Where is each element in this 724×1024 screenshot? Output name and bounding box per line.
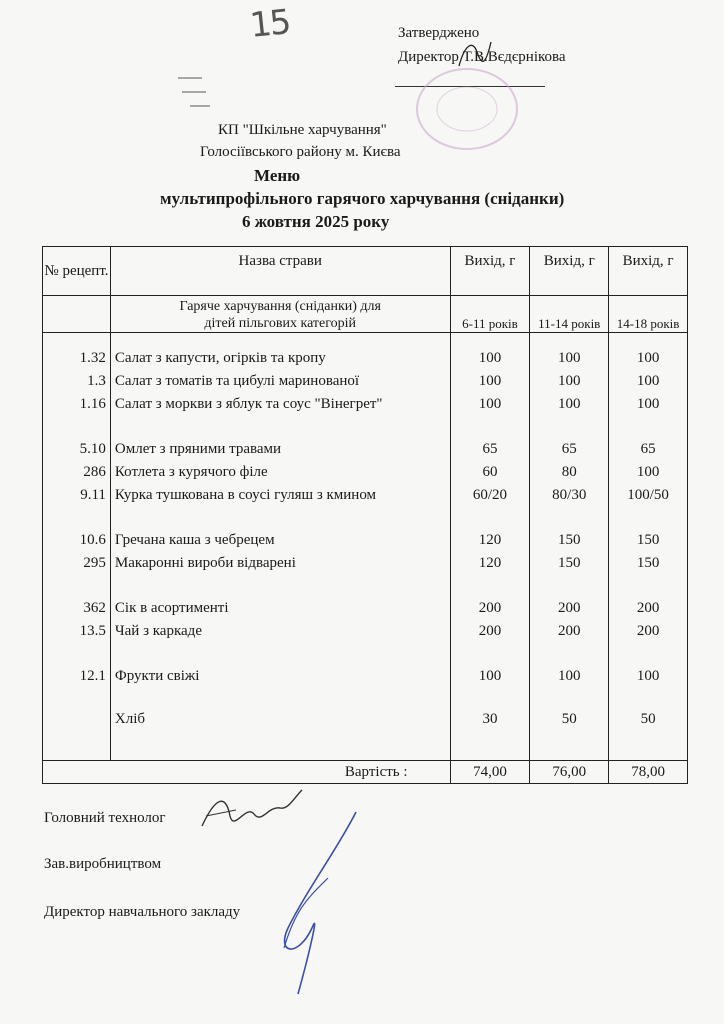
output-11-14: 100 <box>558 668 581 684</box>
output-11-14: 150 <box>558 532 581 548</box>
output-14-18: 100 <box>636 668 660 684</box>
row-gap <box>111 333 450 347</box>
row-gap <box>451 507 530 529</box>
menu-date: 6 жовтня 2025 року <box>242 212 390 231</box>
table-subheader-row <box>43 296 688 333</box>
row-gap <box>111 643 450 665</box>
output-6-11: 65 <box>482 441 498 457</box>
header-recipe: № рецепт. <box>43 247 111 296</box>
dish-name: Салат з капусти, огірків та кропу <box>114 350 326 366</box>
row-gap <box>451 416 530 438</box>
output-6-11: 120 <box>478 555 502 571</box>
output-6-11: 60 <box>482 464 498 480</box>
approval-label: Затверджено <box>398 25 480 41</box>
dish-name: Гречана каша з чебрецем <box>114 532 275 548</box>
recipe-number: 1.32 <box>79 350 106 366</box>
total-row <box>43 761 688 784</box>
output-column-1 <box>450 333 530 761</box>
output-14-18: 50 <box>640 711 656 727</box>
total-value-2: 76,00 <box>530 761 609 784</box>
output-6-11: 100 <box>478 396 502 412</box>
row-gap <box>111 575 450 597</box>
total-value-1: 74,00 <box>450 761 530 784</box>
output-11-14: 150 <box>558 555 581 571</box>
output-11-14: 100 <box>558 396 581 412</box>
dish-name: Сік в асортименті <box>114 600 229 616</box>
row-gap <box>530 643 608 665</box>
row-gap <box>609 507 687 529</box>
menu-subtitle: мультипрофільного гарячого харчування (сніданки) <box>160 189 565 208</box>
output-14-18: 100 <box>636 373 660 389</box>
row-gap <box>111 688 450 708</box>
output-column-3 <box>609 333 688 761</box>
row-gap <box>609 416 687 438</box>
row-gap <box>530 416 608 438</box>
output-14-18: 150 <box>636 532 660 548</box>
output-6-11: 100 <box>478 668 502 684</box>
row-gap <box>43 643 110 665</box>
output-14-18: 100 <box>636 350 660 366</box>
director-blue-signature <box>268 808 368 998</box>
row-gap <box>43 507 110 529</box>
subheader-age-3: 14-18 років <box>609 296 688 333</box>
row-gap <box>451 688 530 708</box>
subheader-age-2: 11-14 років <box>530 296 609 333</box>
row-gap <box>609 688 687 708</box>
dish-name: Котлета з курячого філе <box>114 464 268 480</box>
official-stamp <box>412 64 522 154</box>
signature-label-production: Зав.виробництвом <box>44 856 162 872</box>
dish-name: Чай з каркаде <box>114 623 202 639</box>
output-11-14: 80/30 <box>552 487 587 503</box>
menu-title: Меню <box>254 166 301 185</box>
output-11-14: 80 <box>561 464 577 480</box>
header-dish: Назва страви <box>110 247 450 296</box>
total-value-3: 78,00 <box>609 761 688 784</box>
table-body-row <box>43 333 688 761</box>
row-gap <box>43 333 110 347</box>
dish-name: Салат з томатів та цибулі маринованої <box>114 373 360 389</box>
recipe-number: 9.11 <box>80 487 106 503</box>
output-6-11: 200 <box>478 623 502 639</box>
row-gap <box>111 507 450 529</box>
header-output-3: Вихід, г <box>609 247 688 296</box>
dish-name-column <box>110 333 450 761</box>
output-14-18: 200 <box>636 623 660 639</box>
recipe-number <box>43 708 110 731</box>
recipe-number: 10.6 <box>79 532 106 548</box>
row-gap <box>43 416 110 438</box>
output-11-14: 100 <box>558 373 581 389</box>
output-column-2 <box>530 333 609 761</box>
row-gap <box>530 333 608 347</box>
subheader-age-1: 6-11 років <box>450 296 530 333</box>
signature-label-director: Директор навчального закладу <box>44 904 241 920</box>
director-signature <box>455 38 495 70</box>
output-14-18: 65 <box>640 441 656 457</box>
output-6-11: 30 <box>482 711 498 727</box>
row-gap <box>530 507 608 529</box>
row-gap <box>530 688 608 708</box>
subheader-group: Гаряче харчування (сніданки) для дітей пільгових категорій <box>110 296 450 333</box>
table-header-row <box>43 247 688 296</box>
output-14-18: 200 <box>636 600 660 616</box>
output-11-14: 100 <box>558 350 581 366</box>
row-gap <box>530 575 608 597</box>
output-14-18: 100 <box>636 464 660 480</box>
output-14-18: 100 <box>636 396 660 412</box>
row-gap <box>609 333 687 347</box>
recipe-number: 362 <box>83 600 106 616</box>
output-11-14: 50 <box>561 711 577 727</box>
row-gap <box>451 643 530 665</box>
output-6-11: 200 <box>478 600 502 616</box>
organization-line2: Голосіївського району м. Києва <box>200 144 401 160</box>
approval-signature-line: Директор Т.В.Вєдєрнікова <box>398 49 566 65</box>
dish-name: Омлет з пряними травами <box>114 441 282 457</box>
recipe-number: 1.3 <box>87 373 106 389</box>
output-14-18: 100/50 <box>627 487 669 503</box>
recipe-number: 5.10 <box>79 441 106 457</box>
output-6-11: 120 <box>478 532 502 548</box>
output-11-14: 200 <box>558 623 581 639</box>
output-11-14: 65 <box>561 441 577 457</box>
header-output-1: Вихід, г <box>450 247 530 296</box>
dish-name: Фрукти свіжі <box>114 668 200 684</box>
scribble-mark <box>176 62 216 112</box>
output-6-11: 100 <box>478 350 502 366</box>
row-gap <box>43 688 110 708</box>
row-gap <box>43 575 110 597</box>
recipe-number-column <box>43 333 111 761</box>
row-gap <box>451 333 530 347</box>
dish-name: Курка тушкована в соусі гуляш з кмином <box>114 487 377 503</box>
recipe-number: 12.1 <box>79 668 106 684</box>
dish-name: Хліб <box>114 711 146 727</box>
menu-table <box>42 246 688 784</box>
total-label: Вартість : <box>43 761 451 784</box>
output-6-11: 100 <box>478 373 502 389</box>
recipe-number: 1.16 <box>79 396 106 412</box>
signature-label-tech: Головний технолог <box>44 810 166 826</box>
recipe-number: 13.5 <box>79 623 106 639</box>
header-output-2: Вихід, г <box>530 247 609 296</box>
handwritten-page-number: 15 <box>248 2 292 46</box>
organization-line1: КП "Шкільне харчування" <box>218 122 387 138</box>
output-6-11: 60/20 <box>472 487 508 503</box>
output-11-14: 200 <box>558 600 581 616</box>
dish-name: Салат з моркви з яблук та соус "Вінегрет" <box>114 396 383 412</box>
row-gap <box>609 575 687 597</box>
row-gap <box>451 575 530 597</box>
recipe-number: 286 <box>83 464 106 480</box>
row-gap <box>111 416 450 438</box>
output-14-18: 150 <box>636 555 660 571</box>
recipe-number: 295 <box>83 555 106 571</box>
dish-name: Макаронні вироби відварені <box>114 555 296 571</box>
row-gap <box>609 643 687 665</box>
